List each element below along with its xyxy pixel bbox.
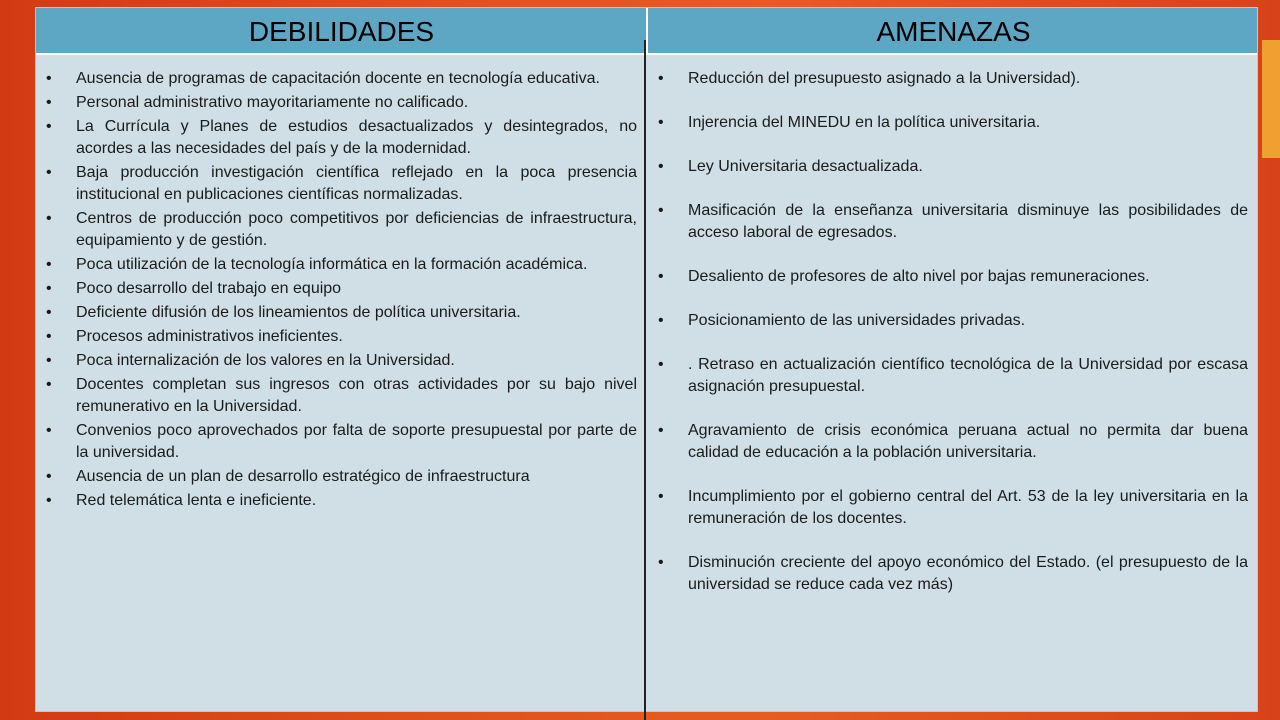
list-item: • Disminución creciente del apoyo económico del Estado. (el presupuesto de la universidad se reduce cada vez más): [648, 552, 1248, 596]
list-item: • Masificación de la enseñanza universitaria disminuye las posibilidades de acceso laboral de egresados.: [648, 200, 1248, 244]
list-item: • Red telemática lenta e ineficiente.: [36, 490, 637, 512]
amenazas-list: [648, 68, 1248, 618]
column-divider: [644, 40, 646, 720]
swot-table: [35, 7, 1258, 712]
list-item: • Ausencia de un plan de desarrollo estratégico de infraestructura: [36, 466, 637, 488]
list-item: • Baja producción investigación científica reflejado en la poca presencia institucional en publicaciones científicas normalizadas.: [36, 162, 637, 206]
list-item: • Reducción del presupuesto asignado a la Universidad).: [648, 68, 1248, 90]
list-item: • Poca utilización de la tecnología informática en la formación académica.: [36, 254, 637, 276]
header-amenazas: AMENAZAS: [876, 16, 1031, 47]
list-item: • Centros de producción poco competitivos por deficiencias de infraestructura, equipamiento y de gestión.: [36, 208, 637, 252]
list-item: • Incumplimiento por el gobierno central del Art. 53 de la ley universitaria en la remuneración de los docentes.: [648, 486, 1248, 530]
debilidades-list: [36, 68, 637, 514]
list-item: • Injerencia del MINEDU en la política universitaria.: [648, 112, 1248, 134]
table-header: [36, 8, 1257, 55]
list-item: • Ausencia de programas de capacitación docente en tecnología educativa.: [36, 68, 637, 90]
list-item: • Ley Universitaria desactualizada.: [648, 156, 1248, 178]
list-item: • Personal administrativo mayoritariamente no calificado.: [36, 92, 637, 114]
list-item: • Convenios poco aprovechados por falta de soporte presupuestal por parte de la universidad.: [36, 420, 637, 464]
accent-bar: [1262, 40, 1280, 158]
list-item: • Procesos administrativos ineficientes.: [36, 326, 637, 348]
list-item: • Desaliento de profesores de alto nivel por bajas remuneraciones.: [648, 266, 1248, 288]
list-item: • Deficiente difusión de los lineamientos de política universitaria.: [36, 302, 637, 324]
list-item: • La Currícula y Planes de estudios desactualizados y desintegrados, no acordes a las necesidades del país y de la modernidad.: [36, 116, 637, 160]
list-item: • Poco desarrollo del trabajo en equipo: [36, 278, 637, 300]
header-debilidades: DEBILIDADES: [248, 16, 435, 47]
list-item: • . Retraso en actualización científico tecnológica de la Universidad por escasa asignación presupuestal.: [648, 354, 1248, 398]
list-item: • Poca internalización de los valores en la Universidad.: [36, 350, 637, 372]
list-item: • Agravamiento de crisis económica peruana actual no permita dar buena calidad de educación a la población universitaria.: [648, 420, 1248, 464]
list-item: • Posicionamiento de las universidades privadas.: [648, 310, 1248, 332]
list-item: • Docentes completan sus ingresos con otras actividades por su bajo nivel remunerativo en la Universidad.: [36, 374, 637, 418]
